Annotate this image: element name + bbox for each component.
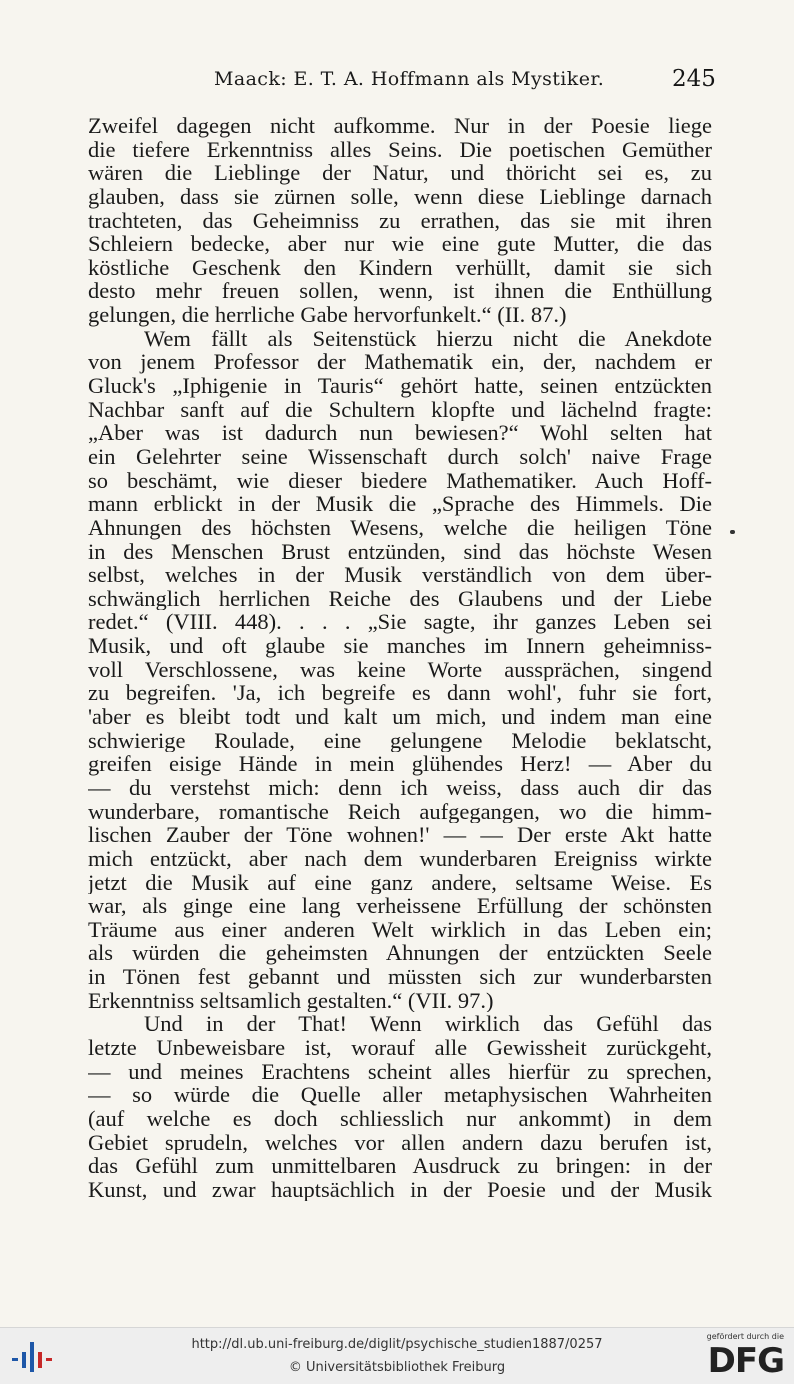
text-line: als würden die geheimsten Ahnungen der entzückten Seele <box>88 941 712 966</box>
body-text <box>88 114 712 1201</box>
text-line: — so würde die Quelle aller metaphysischen Wahrheiten <box>88 1083 712 1107</box>
text-line: greifen eisige Hände in mein glühendes Herz! — Aber du <box>88 752 712 776</box>
text-line: von jenem Professor der Mathematik ein, der, nachdem er <box>88 350 712 375</box>
text-line: in des Menschen Brust entzünden, sind das höchste Wesen <box>88 539 712 564</box>
text-line: desto mehr freuen sollen, wenn, ist ihnen die Enthüllung <box>88 279 712 304</box>
text-line: Nachbar sanft auf die Schultern klopfte und lächelnd fragte: <box>88 397 712 422</box>
text-line: wunderbare, romantische Reich aufgegangen, wo die himm- <box>88 799 712 824</box>
dfg-caption: gefördert durch die <box>706 1332 784 1341</box>
text-line: trachteten, das Geheimniss zu errathen, das sie mit ihren <box>88 208 712 233</box>
text-line: zu begreifen. 'Ja, ich begreife es dann wohl', fuhr sie fort, <box>88 681 712 706</box>
text-line: Gluck's „Iphigenie in Tauris“ gehört hatte, seinen entzückten <box>88 374 712 398</box>
copyright-text: © Universitätsbibliothek Freiburg <box>288 1360 506 1375</box>
text-line: lischen Zauber der Töne wohnen!' — — Der erste Akt hatte <box>88 823 712 847</box>
text-line: war, als ginge eine lang verheissene Erfüllung der schönsten <box>88 894 712 918</box>
text-line: Musik, und oft glaube sie manches im Innern geheimniss- <box>88 634 712 658</box>
text-line: „Aber was ist dadurch nun bewiesen?“ Wohl selten hat <box>88 421 712 445</box>
text-line: — und meines Erachtens scheint alles hierfür zu sprechen, <box>88 1059 712 1084</box>
page-number: 245 <box>672 66 716 92</box>
running-title: Maack: E. T. A. Hoffmann als Mystiker. <box>214 68 605 90</box>
page-header <box>0 68 794 102</box>
text-line: — du verstehst mich: denn ich weiss, dass auch dir das <box>88 775 712 800</box>
text-line: voll Verschlossene, was keine Worte aussprächen, singend <box>88 657 712 682</box>
text-line: schwänglich herrlichen Reiche des Glaubens und der Liebe <box>88 586 712 611</box>
text-line: selbst, welches in der Musik verständlich von dem über- <box>88 563 712 587</box>
text-line: das Gefühl zum unmittelbaren Ausdruck zu bringen: in der <box>88 1154 712 1178</box>
text-line: wären die Lieblinge der Natur, und thöricht sei es, zu <box>88 161 712 185</box>
text-line: letzte Unbeweisbare ist, worauf alle Gewissheit zurückgeht, <box>88 1035 712 1060</box>
text-line: Und in der That! Wenn wirklich das Gefühl das <box>144 1012 712 1036</box>
text-line: Erkenntniss seltsamlich gestalten.“ (VII. 97.) <box>88 988 494 1013</box>
text-line: glauben, dass sie zürnen solle, wenn diese Lieblinge darnach <box>88 184 712 209</box>
text-line: gelungen, die herrliche Gabe hervorfunkelt.“ (II. 87.) <box>88 303 567 327</box>
margin-mark <box>730 530 735 534</box>
text-line: jetzt die Musik auf eine ganz andere, seltsame Weise. Es <box>88 870 712 895</box>
text-line: mich entzückt, aber nach dem wunderbaren Ereigniss wirkte <box>88 846 712 871</box>
text-line: Schleiern bedecke, aber nur wie eine gute Mutter, die das <box>88 232 712 256</box>
text-line: so beschämt, wie dieser biedere Mathematiker. Auch Hoff- <box>88 468 712 493</box>
source-url-link[interactable]: http://dl.ub.uni-freiburg.de/diglit/psychische_studien1887/0257 <box>191 1337 603 1352</box>
text-line: mann erblickt in der Musik die „Sprache des Himmels. Die <box>88 492 712 516</box>
footer-bar <box>0 1327 794 1384</box>
text-line: ein Gelehrter seine Wissenschaft durch solch' naive Frage <box>88 444 712 469</box>
text-line: die tiefere Erkenntniss alles Seins. Die poetischen Gemüther <box>88 137 712 162</box>
text-line: schwierige Roulade, eine gelungene Melodie beklatscht, <box>88 728 712 753</box>
text-line: Kunst, und zwar hauptsächlich in der Poesie und der Musik <box>88 1177 712 1202</box>
text-line: 'aber es bleibt todt und kalt um mich, und indem man eine <box>88 705 712 729</box>
text-line: Wem fällt als Seitenstück hierzu nicht die Anekdote <box>144 326 712 351</box>
text-line: (auf welche es doch schliesslich nur ankommt) in dem <box>88 1106 712 1131</box>
text-line: in Tönen fest gebannt und müssten sich zur wunderbarsten <box>88 965 712 989</box>
text-line: Zweifel dagegen nicht aufkomme. Nur in der Poesie liege <box>88 114 712 138</box>
text-line: Gebiet sprudeln, welches vor allen andern dazu berufen ist, <box>88 1130 712 1155</box>
text-line: Ahnungen des höchsten Wesens, welche die heiligen Töne <box>88 515 712 540</box>
dfg-logo: DFG <box>707 1341 784 1381</box>
text-line: Träume aus einer anderen Welt wirklich in das Leben ein; <box>88 917 712 942</box>
text-line: köstliche Geschenk den Kindern verhüllt, damit sie sich <box>88 255 712 280</box>
text-line: redet.“ (VIII. 448). . . . „Sie sagte, ihr ganzes Leben sei <box>88 610 712 635</box>
